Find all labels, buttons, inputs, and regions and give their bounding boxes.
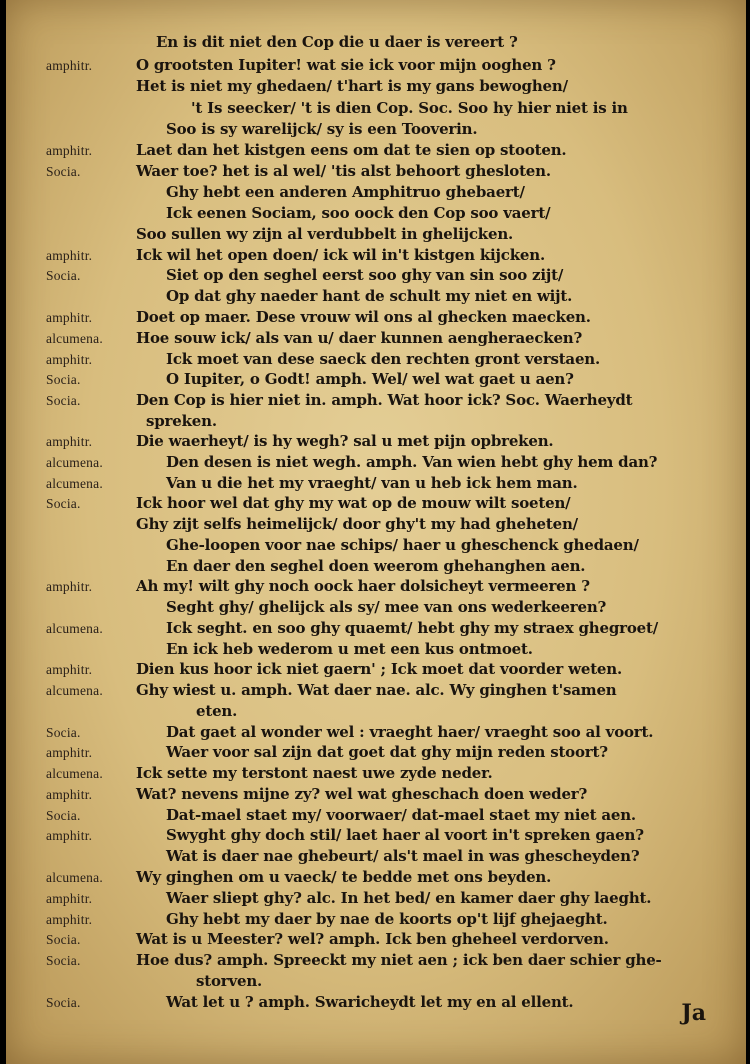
verse-line <box>6 391 746 411</box>
verse-line <box>6 868 746 888</box>
verse-text: Wat is daer nae ghebeurt/ als't mael in was ghescheyden? <box>166 847 640 865</box>
book-page <box>6 0 746 1064</box>
verse-line <box>6 33 746 53</box>
verse-text: Dat-mael staet my/ voorwaer/ dat-mael staet my niet aen. <box>166 806 636 824</box>
verse-line <box>6 412 746 432</box>
verse-line <box>6 702 746 722</box>
verse-text: En ick heb wederom u met een kus ontmoet. <box>166 640 533 658</box>
speaker-label: alcumena. <box>46 621 103 636</box>
verse-line <box>6 972 746 992</box>
verse-line <box>6 536 746 556</box>
verse-line <box>6 329 746 349</box>
speaker-label: amphitr. <box>46 828 93 843</box>
verse-text: Doet op maer. Dese vrouw wil ons al ghecken maecken. <box>136 308 591 326</box>
verse-text: Ick moet van dese saeck den rechten gront verstaen. <box>166 350 601 368</box>
speaker-label: amphitr. <box>46 787 93 802</box>
verse-line <box>6 681 746 701</box>
verse-line <box>6 619 746 639</box>
verse-line <box>6 453 746 473</box>
verse-line <box>6 141 746 161</box>
speaker-label: amphitr. <box>46 434 93 449</box>
speaker-label: alcumena. <box>46 766 103 781</box>
verse-text: eten. <box>196 702 238 720</box>
verse-text: Wy ginghen om u vaeck/ te bedde met ons beyden. <box>136 868 552 886</box>
verse-text: Ick sette my terstont naest uwe zyde neder. <box>136 764 493 782</box>
verse-text: Ghy hebt my daer by nae de koorts op't lijf ghejaeght. <box>166 910 608 928</box>
speaker-label: alcumena. <box>46 455 103 470</box>
speaker-label: Socia. <box>46 808 81 823</box>
verse-line <box>6 598 746 618</box>
verse-text: spreken. <box>146 412 217 430</box>
verse-line <box>6 660 746 680</box>
verse-line <box>6 204 746 224</box>
verse-text: Ghy hebt een anderen Amphitruo ghebaert/ <box>166 183 525 201</box>
verse-text: Ah my! wilt ghy noch oock haer dolsicheyt vermeeren ? <box>136 577 590 595</box>
verse-line <box>6 56 746 76</box>
speaker-label: alcumena. <box>46 683 103 698</box>
speaker-label: Socia. <box>46 164 81 179</box>
verse-text: O grootsten Iupiter! wat sie ick voor mijn ooghen ? <box>136 56 556 74</box>
speaker-label: amphitr. <box>46 310 93 325</box>
verse-line <box>6 350 746 370</box>
verse-line <box>6 432 746 452</box>
verse-line <box>6 577 746 597</box>
verse-text: Swyght ghy doch stil/ laet haer al voort in't spreken gaen? <box>166 826 644 844</box>
speaker-label: Socia. <box>46 393 81 408</box>
speaker-label: alcumena. <box>46 331 103 346</box>
verse-text: storven. <box>196 972 263 990</box>
verse-line <box>6 910 746 930</box>
verse-line <box>6 120 746 140</box>
verse-line <box>6 77 746 97</box>
verse-line <box>6 246 746 266</box>
verse-text: Den Cop is hier niet in. amph. Wat hoor ick? Soc. Waerheydt <box>136 391 633 409</box>
verse-text: Hoe souw ick/ als van u/ daer kunnen aengheraecken? <box>136 329 583 347</box>
verse-text: Op dat ghy naeder hant de schult my niet en wijt. <box>166 287 573 305</box>
speaker-label: amphitr. <box>46 745 93 760</box>
speaker-label: alcumena. <box>46 476 103 491</box>
verse-text: Ick seght. en soo ghy quaemt/ hebt ghy my straex ghegroet/ <box>166 619 658 637</box>
speaker-label: Socia. <box>46 932 81 947</box>
speaker-label: Socia. <box>46 372 81 387</box>
verse-text: Dien kus hoor ick niet gaern' ; Ick moet dat voorder weten. <box>136 660 622 678</box>
speaker-label: amphitr. <box>46 912 93 927</box>
verse-line <box>6 474 746 494</box>
verse-text: Ick eenen Sociam, soo oock den Cop soo vaert/ <box>166 204 551 222</box>
verse-text: Siet op den seghel eerst soo ghy van sin soo zijt/ <box>166 266 564 284</box>
verse-line <box>6 557 746 577</box>
speaker-label: amphitr. <box>46 891 93 906</box>
verse-text: Waer voor sal zijn dat goet dat ghy mijn reden stoort? <box>166 743 608 761</box>
verse-text: Dat gaet al wonder wel : vraeght haer/ vraeght soo al voort. <box>166 723 654 741</box>
speaker-label: amphitr. <box>46 143 93 158</box>
verse-text: Den desen is niet wegh. amph. Van wien hebt ghy hem dan? <box>166 453 658 471</box>
speaker-label: Socia. <box>46 953 81 968</box>
speaker-label: Socia. <box>46 268 81 283</box>
verse-line <box>6 764 746 784</box>
verse-line <box>6 99 746 119</box>
verse-text: Die waerheyt/ is hy wegh? sal u met pijn opbreken. <box>136 432 554 450</box>
verse-text: En is dit niet den Cop die u daer is vereert ? <box>156 33 518 51</box>
verse-line <box>6 826 746 846</box>
verse-line <box>6 743 746 763</box>
verse-text: Ick hoor wel dat ghy my wat op de mouw wilt soeten/ <box>136 494 571 512</box>
verse-text: Wat let u ? amph. Swaricheydt let my en al ellent. <box>166 993 574 1011</box>
verse-text: Wat? nevens mijne zy? wel wat gheschach doen weder? <box>136 785 588 803</box>
verse-line <box>6 183 746 203</box>
verse-text: Het is niet my ghedaen/ t'hart is my gans bewoghen/ <box>136 77 568 95</box>
verse-line <box>6 723 746 743</box>
verse-line <box>6 993 746 1013</box>
verse-line <box>6 308 746 328</box>
verse-text: Ghy wiest u. amph. Wat daer nae. alc. Wy ginghen t'samen <box>136 681 617 699</box>
speaker-label: Socia. <box>46 496 81 511</box>
speaker-label: amphitr. <box>46 352 93 367</box>
verse-text: En daer den seghel doen weerom ghehanghen aen. <box>166 557 586 575</box>
verse-line <box>6 162 746 182</box>
verse-text: Van u die het my vraeght/ van u heb ick hem man. <box>166 474 578 492</box>
verse-line <box>6 494 746 514</box>
verse-text: Wat is u Meester? wel? amph. Ick ben gheheel verdorven. <box>136 930 609 948</box>
speaker-label: Socia. <box>46 725 81 740</box>
speaker-label: amphitr. <box>46 58 93 73</box>
verse-text: O Iupiter, o Godt! amph. Wel/ wel wat gaet u aen? <box>166 370 574 388</box>
verse-text: Waer toe? het is al wel/ 'tis alst behoort ghesloten. <box>136 162 551 180</box>
speaker-label: amphitr. <box>46 662 93 677</box>
verse-line <box>6 889 746 909</box>
catchword: Ja <box>681 1000 706 1026</box>
verse-line <box>6 266 746 286</box>
verse-text: Ghy zijt selfs heimelijck/ door ghy't my had gheheten/ <box>136 515 578 533</box>
verse-line <box>6 806 746 826</box>
verse-line <box>6 370 746 390</box>
verse-line <box>6 930 746 950</box>
verse-text: Soo is sy warelijck/ sy is een Tooverin. <box>166 120 478 138</box>
speaker-label: Socia. <box>46 995 81 1010</box>
verse-text: Ghe-loopen voor nae schips/ haer u gheschenck ghedaen/ <box>166 536 639 554</box>
verse-line <box>6 515 746 535</box>
verse-line <box>6 225 746 245</box>
speaker-label: amphitr. <box>46 579 93 594</box>
speaker-label: alcumena. <box>46 870 103 885</box>
verse-line <box>6 847 746 867</box>
verse-text: Ick wil het open doen/ ick wil in't kistgen kijcken. <box>136 246 545 264</box>
verse-line <box>6 785 746 805</box>
verse-text: Waer sliept ghy? alc. In het bed/ en kamer daer ghy laeght. <box>166 889 652 907</box>
verse-text: Laet dan het kistgen eens om dat te sien op stooten. <box>136 141 567 159</box>
verse-text: Hoe dus? amph. Spreeckt my niet aen ; ick ben daer schier ghe- <box>136 951 662 969</box>
speaker-label: amphitr. <box>46 248 93 263</box>
verse-line <box>6 951 746 971</box>
verse-text: Soo sullen wy zijn al verdubbelt in ghelijcken. <box>136 225 514 243</box>
verse-line <box>6 640 746 660</box>
verse-line <box>6 287 746 307</box>
verse-text: Seght ghy/ ghelijck als sy/ mee van ons wederkeeren? <box>166 598 607 616</box>
verse-text: 't Is seecker/ 't is dien Cop. Soc. Soo hy hier niet is in <box>191 99 628 117</box>
